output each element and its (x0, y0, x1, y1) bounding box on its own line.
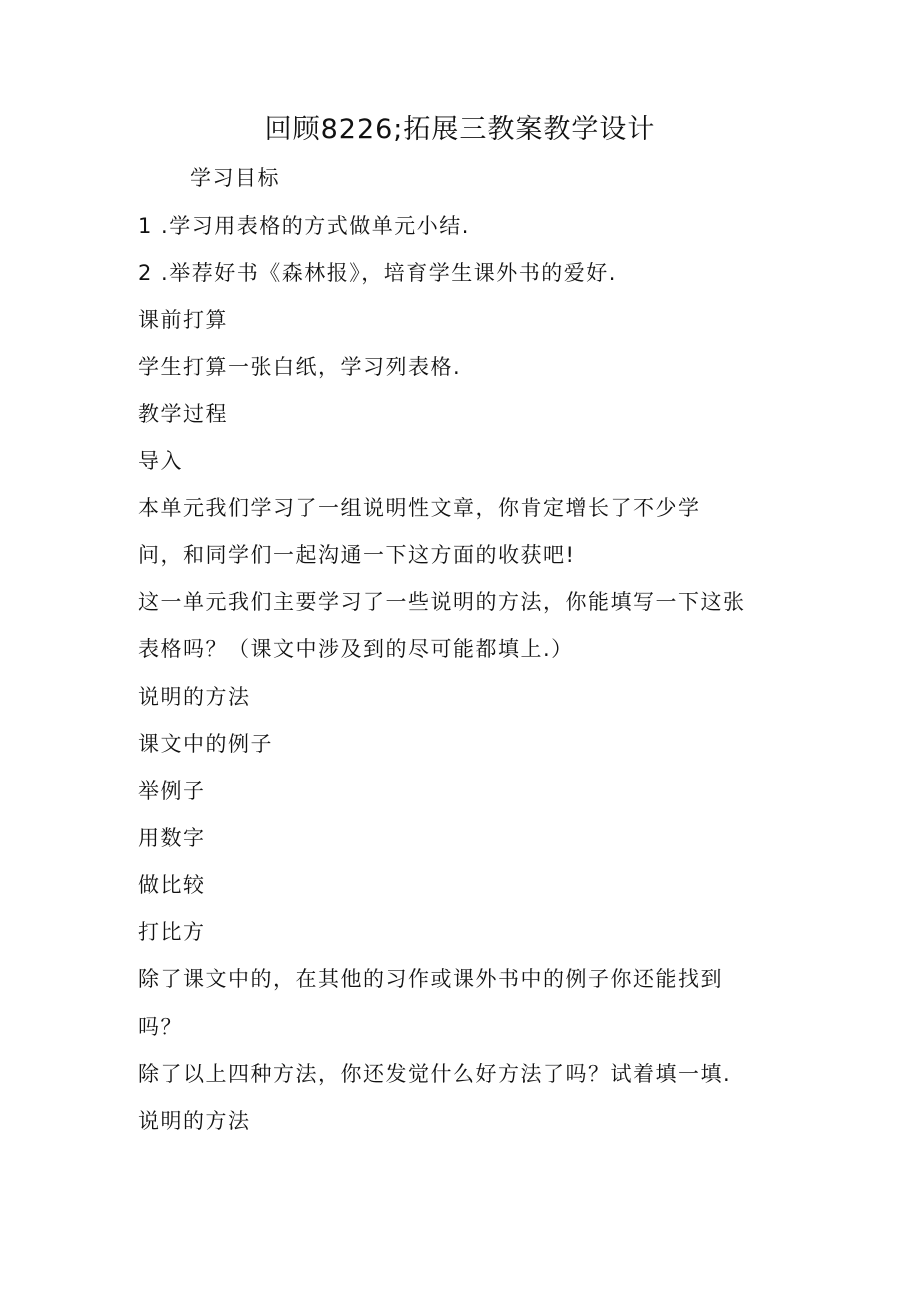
paragraph-line-5: 问，和同学们一起沟通一下这方面的收获吧! (138, 543, 576, 567)
table-header-method-2: 说明的方法 (138, 1109, 251, 1133)
paragraph-line-1: 1 .学习用表格的方式做单元小结. (138, 214, 470, 238)
paragraph-line-4: 本单元我们学习了一组说明性文章，你肯定增长了不少学 (138, 496, 701, 520)
document-title: 回顾8226;拓展三教案教学设计 (264, 114, 656, 145)
table-header-examples: 课文中的例子 (138, 732, 273, 756)
section-heading-preparation: 课前打算 (138, 308, 228, 332)
paragraph-line-7: 表格吗？（课文中涉及到的尽可能都填上.） (138, 637, 574, 661)
section-heading-teaching-process: 教学过程 (138, 402, 228, 426)
section-heading-learning-goals: 学习目标 (190, 166, 280, 190)
section-heading-introduction: 导入 (138, 449, 183, 473)
paragraph-line-9: 吗？ (138, 1015, 183, 1039)
method-item-analogy: 打比方 (138, 920, 206, 944)
paragraph-line-10: 除了以上四种方法，你还发觉什么好方法了吗？试着填一填. (138, 1062, 732, 1086)
paragraph-line-8: 除了课文中的，在其他的习作或课外书中的例子你还能找到 (138, 967, 723, 991)
paragraph-line-6: 这一单元我们主要学习了一些说明的方法，你能填写一下这张 (138, 590, 746, 614)
paragraph-line-3: 学生打算一张白纸，学习列表格. (138, 355, 462, 379)
paragraph-line-2: 2 .举荐好书《森林报》，培育学生课外书的爱好. (138, 261, 617, 285)
method-item-comparison: 做比较 (138, 873, 206, 897)
method-item-example: 举例子 (138, 779, 206, 803)
method-item-numbers: 用数字 (138, 826, 206, 850)
table-header-method: 说明的方法 (138, 685, 251, 709)
